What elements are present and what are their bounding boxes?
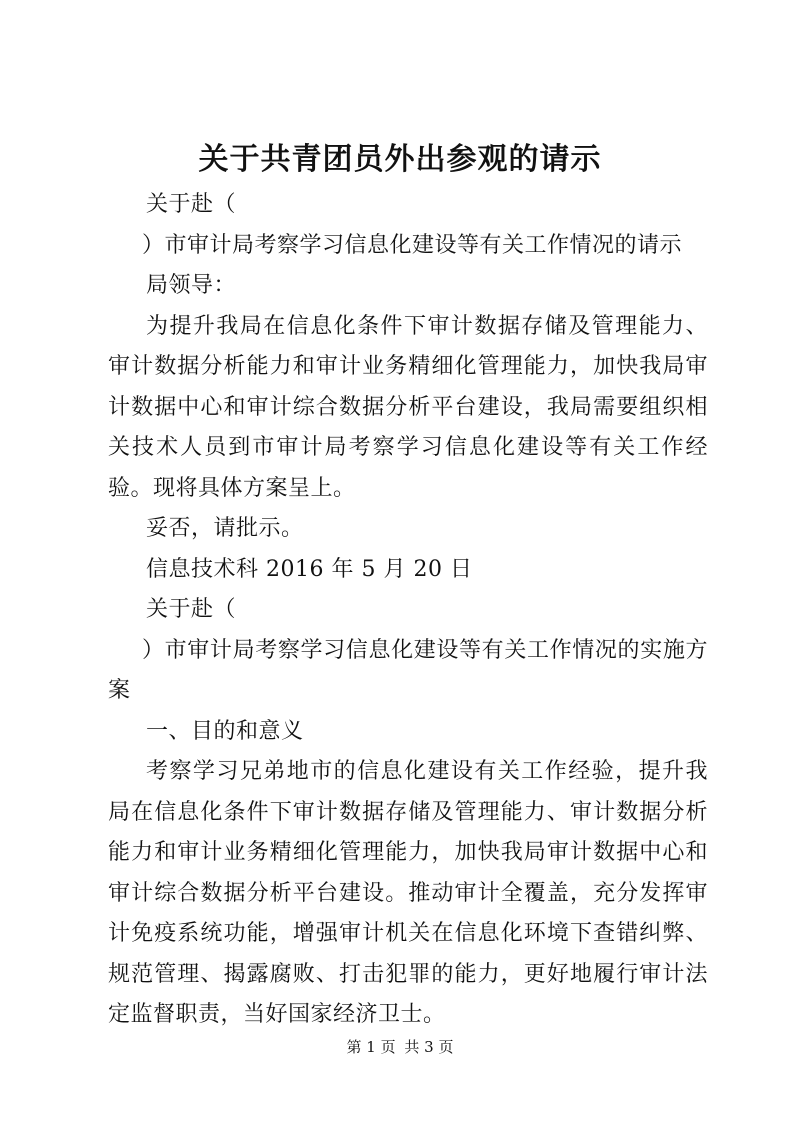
paragraph-closing: 妥否，请批示。: [146, 516, 304, 541]
page-number: 第 1 页: [346, 1038, 396, 1056]
paragraph-request-body: 为提升我局在信息化条件下审计数据存储及管理能力、审计数据分析能力和审计业务精细化管理能力，加快我局审计数据中心和审计综合数据分析平台建设，我局需要组织相关技术人员到市审计局考察学习信息化建设等有关工作经验。现将具体方案呈上。: [108, 313, 708, 501]
page-total: 共 3 页: [404, 1038, 454, 1056]
paragraph-plan-heading-2: ）市审计局考察学习信息化建设等有关工作情况的实施方案: [108, 637, 708, 703]
paragraph-salutation: 局领导：: [146, 273, 237, 298]
section-heading-purpose: 一、目的和意义: [146, 718, 304, 744]
paragraph-1: 关于赴（: [146, 192, 237, 217]
document-title: 关于共青团员外出参观的请示: [198, 142, 602, 177]
paragraph-2: ）市审计局考察学习信息化建设等有关工作情况的请示: [142, 232, 683, 258]
paragraph-purpose-body: 考察学习兄弟地市的信息化建设有关工作经验，提升我局在信息化条件下审计数据存储及管理能力、审计数据分析能力和审计业务精细化管理能力，加快我局审计数据中心和审计综合数据分析平台建设。推动审计全覆盖，充分发挥审计免疫系统功能，增强审计机关在信息化环境下查错纠弊、规范管理、揭露腐败、打击犯罪的能力，更好地履行审计法定监督职责，当好国家经济卫士。: [108, 759, 708, 1027]
paragraph-signature-date: 信息技术科 2016 年 5 月 20 日: [146, 556, 473, 582]
document-body: [108, 185, 708, 1036]
paragraph-plan-heading-1: 关于赴（: [146, 597, 237, 622]
page-footer: [0, 1036, 800, 1058]
